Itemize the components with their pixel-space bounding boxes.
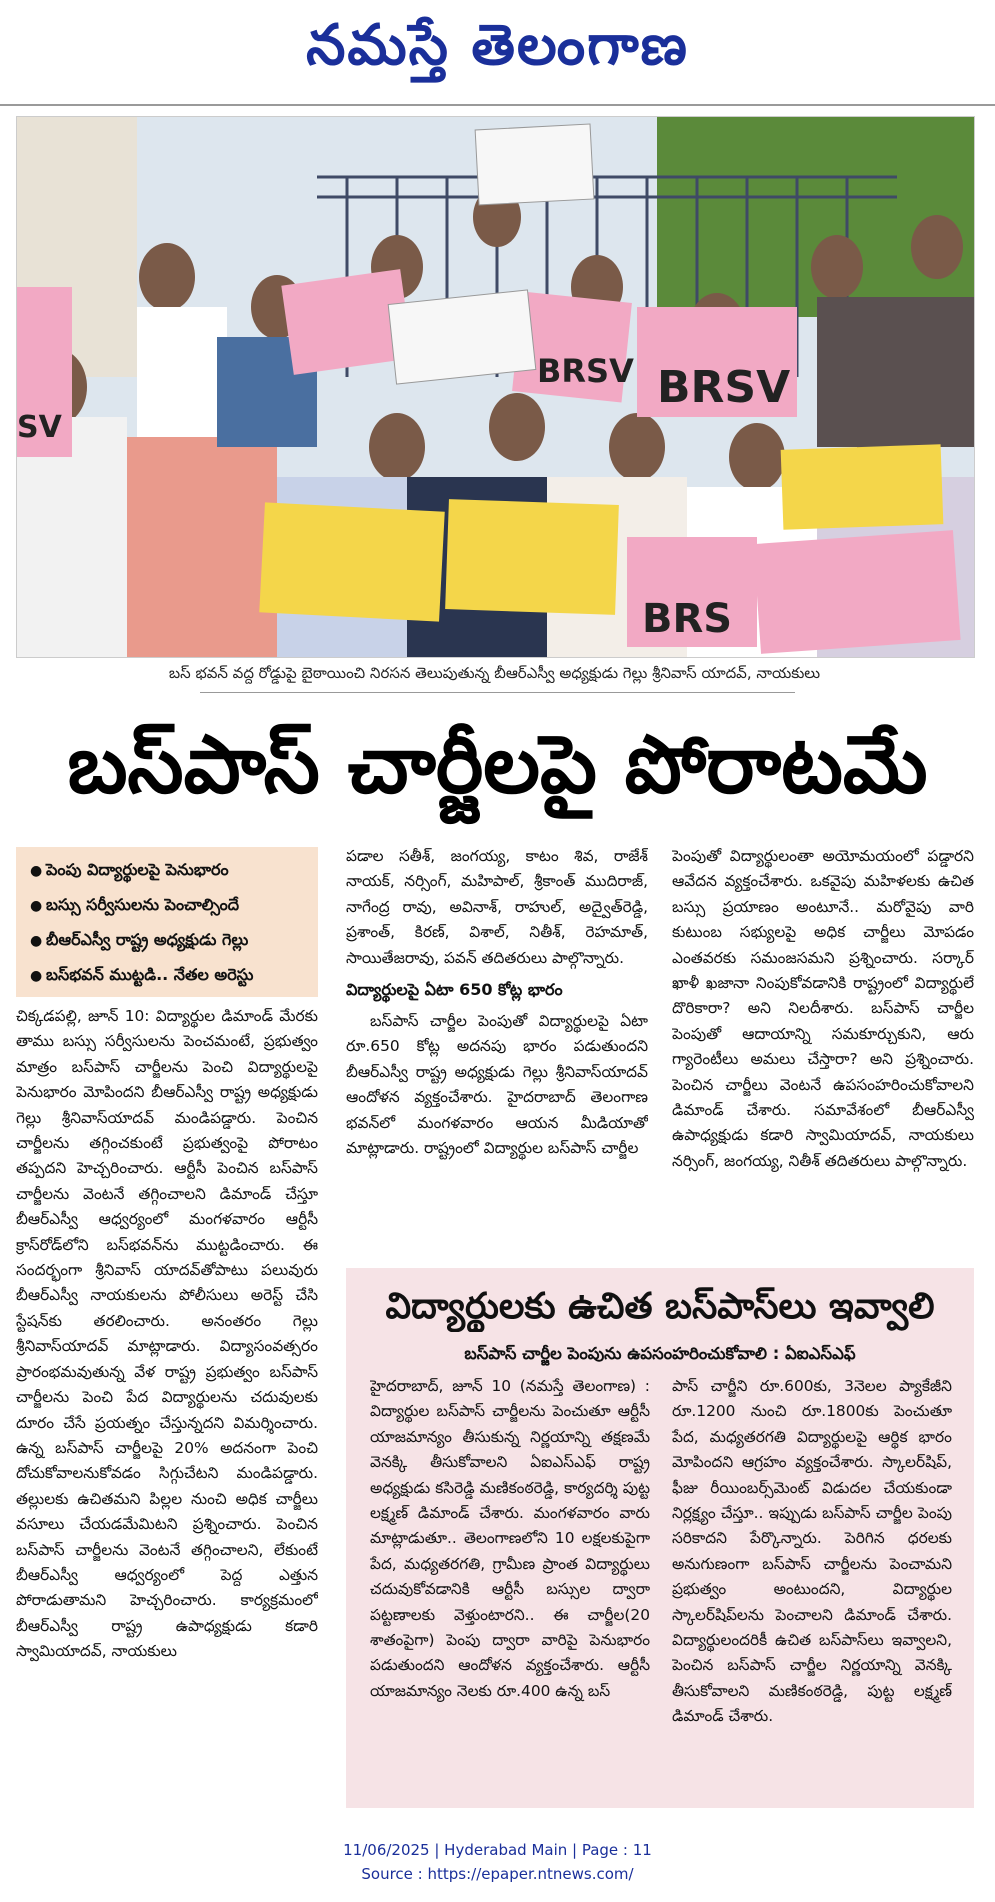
banner-label: BRSV [657, 362, 791, 413]
photo-trees [657, 117, 974, 317]
caption-divider [200, 692, 795, 693]
banner-label: SV [17, 410, 62, 445]
sidebar-column-1 [370, 1374, 650, 1794]
article-column-1 [16, 1004, 318, 1814]
bullet-icon: ● [30, 968, 43, 984]
protest-photo-illustration [17, 117, 974, 657]
highlight-item [30, 958, 318, 993]
sidebar-story [346, 1268, 974, 1808]
article-subheading: విద్యార్థులపై ఏటా 650 కోట్ల భారం [346, 980, 563, 1000]
sidebar-body-text: పాస్ చార్జీని రూ.600కు, 3నెలల ప్యాకేజీని రూ.1200 నుంచి రూ.1800కు పెంచుతూ పేద, మధ్యతరగతి విద్యార్థులపై ఆర్థిక భారం మోపిందని ఆగ్రహం వ్యక్తంచేశారు. స్కాలర్‌షిప్, ఫీజు రీయింబర్స్‌మెంట్ విడుదల చేయకుండా నిర్లక్ష్యం చేస్తూ.. ఇప్పుడు బస్‌పాస్ చార్జీల పెంపు సరికాదని పేర్కొన్నారు. పెరిగిన ధరలకు అనుగుణంగా బస్‌పాస్ చార్జీలను పెంచామని ప్రభుత్వం అంటుందని, విద్యార్థుల స్కాలర్‌షిప్‌లను పెంచాలని డిమాండ్ చేశారు. విద్యార్థులందరికీ ఉచిత బస్‌పాస్‌లు ఇవ్వాలని, పెంచిన బస్‌పాస్ చార్జీల నిర్ణయాన్ని వెనక్కి తీసుకోవాలని మణికంఠరెడ్డి, పుట్ట లక్ష్మణ్ డిమాండ్ చేశారు. [672, 1377, 952, 1726]
newspaper-name: నమస్తే తెలంగాణ [306, 12, 689, 78]
news-photo [16, 116, 975, 658]
edition-info: 11/06/2025 | Hyderabad Main | Page : 11 [343, 1841, 652, 1859]
highlight-item [30, 853, 318, 888]
bullet-icon: ● [30, 863, 43, 879]
masthead-divider [0, 104, 995, 106]
article-column-3 [672, 844, 974, 1264]
article-column-2 [346, 844, 648, 1264]
highlight-text: బస్సు సర్వీసులను పెంచాల్సిందే [46, 895, 240, 914]
highlight-item [30, 888, 318, 923]
photo-caption: బస్ భవన్ వద్ద రోడ్డుపై బైఠాయించి నిరసన తెలుపుతున్న బీఆర్ఎస్వీ అధ్యక్షుడు గెల్లు శ్రీనివాస్ యాదవ్, నాయకులు [168, 664, 821, 682]
highlight-text: బీఆర్ఎస్వీ రాష్ట్ర అధ్యక్షుడు గెల్లు [46, 930, 249, 949]
highlights-box [16, 847, 318, 997]
highlight-item [30, 923, 318, 958]
banner-label: BRS [642, 596, 733, 642]
article-body-text: బస్‌పాస్ చార్జీల పెంపుతో విద్యార్థులపై ఏటా రూ.650 కోట్ల అదనపు భారం పడుతుందని బీఆర్ఎస్వీ రాష్ట్ర అధ్యక్షుడు గెల్లు శ్రీనివాస్‌యాదవ్ ఆందోళన వ్యక్తంచేశారు. హైదరాబాద్ తెలంగాణ భవన్‌లో మంగళవారం ఆయన మీడియాతో మాట్లాడారు. రాష్ట్రంలో విద్యార్థుల బస్‌పాస్ చార్జీల [346, 1012, 648, 1158]
banner-label: BRSV [537, 352, 634, 390]
source-link[interactable]: Source : https://epaper.ntnews.com/ [361, 1865, 634, 1883]
sidebar-subheadline: బస్‌పాస్ చార్జీల పెంపును ఉపసంహరించుకోవాలి : ఏఐఎస్ఎఫ్ [464, 1344, 856, 1363]
page-footer [0, 1838, 995, 1888]
sidebar-headline: విద్యార్థులకు ఉచిత బస్‌పాస్‌లు ఇవ్వాలి [385, 1286, 935, 1327]
highlight-text: బస్‌భవన్ ముట్టడి.. నేతల అరెస్టు [46, 965, 254, 984]
article-body-text: పెంపుతో విద్యార్థులంతా అయోమయంలో పడ్డారని ఆవేదన వ్యక్తంచేశారు. ఒకవైపు మహిళలకు ఉచిత బస్సు ప్రయాణం అంటూనే.. మరోవైపు వారి కుటుంబ సభ్యులపై అధిక చార్జీలు మోపడం ఎంతవరకు సమంజసమని ప్రశ్నించారు. సర్కార్ ఖాళీ ఖజానా నింపుకోవడానికి రాష్ట్రంలో విద్యార్థులే దొరికారా? అని నిలదీశారు. బస్‌పాస్ చార్జీల పెంపుతో ఆదాయాన్ని సమకూర్చుకుని, ఆరు గ్యారెంటీలు అమలు చేస్తారా? అని ప్రశ్నించారు. పెంచిన చార్జీలు వెంటనే ఉపసంహరించుకోవాలని డిమాండ్ చేశారు. సమావేశంలో బీఆర్ఎస్వీ ఉపాధ్యక్షుడు కడారి స్వామియాదవ్, నాయకులు నర్సింగ్, జంగయ్య, నితీశ్ తదితరులు పాల్గొన్నారు. [672, 847, 974, 1170]
article-headline: బస్‌పాస్ చార్జీలపై పోరాటమే [67, 718, 928, 811]
article-body-text: పడాల సతీశ్, జంగయ్య, కాటం శివ, రాజేశ్ నాయక్, నర్సింగ్, మహిపాల్, శ్రీకాంత్ ముదిరాజ్, నాగేంద్ర రావు, అవినాశ్, రాహుల్, అద్వైత్‌రెడ్డి, ప్రశాంత్, కిరణ్, విశాల్, నితీశ్, రెహమాత్, సాయితేజరావు, పవన్ తదితరులు పాల్గొన్నారు. [346, 847, 648, 967]
highlight-text: పెంపు విద్యార్థులపై పెనుభారం [46, 860, 229, 879]
sidebar-body-text: హైదరాబాద్, జూన్ 10 (నమస్తే తెలంగాణ) : విద్యార్థుల బస్‌పాస్ చార్జీలను పెంచుతూ ఆర్టీసీ యాజమాన్యం తీసుకున్న నిర్ణయాన్ని తక్షణమే వెనక్కి తీసుకోవాలని ఏఐఎస్ఎఫ్ రాష్ట్ర అధ్యక్షుడు కసిరెడ్డి మణికంఠరెడ్డి, కార్యదర్శి పుట్ట లక్ష్మణ్ డిమాండ్ చేశారు. మంగళవారం వారు మాట్లాడుతూ.. తెలంగాణలోని 10 లక్షలకుపైగా పేద, మధ్యతరగతి, గ్రామీణ ప్రాంత విద్యార్థులు చదువుకోవడానికి ఆర్టీసీ బస్సుల ద్వారా పట్టణాలకు వెళ్తుంటారని.. ఈ చార్జీల(20 శాతంపైగా) పెంపు ద్వారా వారిపై పెనుభారం పడుతుందని ఆందోళన వ్యక్తంచేశారు. ఆర్టీసీ యాజమాన్యం నెలకు రూ.400 ఉన్న బస్ [370, 1377, 650, 1700]
bullet-icon: ● [30, 898, 43, 914]
sidebar-column-2 [672, 1374, 952, 1794]
article-body-text: చిక్కడపల్లి, జూన్ 10: విద్యార్థుల డిమాండ్ మేరకు తాము బస్సు సర్వీసులను పెంచమంటే, ప్రభుత్వం మాత్రం బస్‌పాస్ చార్జీలను పెంచి విద్యార్థులపై పెనుభారం మోపిందని బీఆర్ఎస్వీ రాష్ట్ర అధ్యక్షుడు గెల్లు శ్రీనివాస్‌యాదవ్ మండిపడ్డారు. పెంచిన చార్జీలను తగ్గించకుంటే ప్రభుత్వంపై పోరాటం తప్పదని హెచ్చరించారు. ఆర్టీసీ పెంచిన బస్‌పాస్ చార్జీలను వెంటనే తగ్గించాలని డిమాండ్ చేస్తూ బీఆర్ఎస్వీ ఆధ్వర్యంలో మంగళవారం ఆర్టీసీ క్రాస్‌రోడ్‌లోని బస్‌భవన్‌ను ముట్టడించారు. ఈ సందర్భంగా శ్రీనివాస్ యాదవ్‌తోపాటు పలువురు బీఆర్ఎస్వీ నాయకులను పోలీసులు అరెస్ట్ చేసి స్టేషన్‌కు తరలించారు. అనంతరం గెల్లు శ్రీనివాస్‌యాదవ్ మాట్లాడారు. విద్యాసంవత్సరం ప్రారంభమవుతున్న వేళ రాష్ట్ర ప్రభుత్వం బస్‌పాస్ చార్జీలను పెంచి పేద విద్యార్థులను చదువులకు దూరం చేసే ప్రయత్నం చేస్తున్నదని విమర్శించారు. ఉన్న బస్‌పాస్ చార్జీలపై 20% అదనంగా పెంచి దోచుకోవాలనుకోవడం సిగ్గుచేటని మండిపడ్డారు. తల్లులకు ఉచితమని పిల్లల నుంచి అధిక చార్జీలు వసూలు చేయడమేమిటని ప్రశ్నించారు. పెంచిన బస్‌పాస్ చార్జీలను వెంటనే తగ్గించాలని, లేకుంటే బీఆర్ఎస్వీ ఆధ్వర్యంలో పెద్ద ఎత్తున పోరాడుతామని హెచ్చరించారు. కార్యక్రమంలో బీఆర్ఎస్వీ రాష్ట్ర ఉపాధ్యక్షుడు కడారి స్వామియాదవ్, నాయకులు [16, 1007, 318, 1661]
bullet-icon: ● [30, 933, 43, 949]
masthead [0, 0, 995, 104]
